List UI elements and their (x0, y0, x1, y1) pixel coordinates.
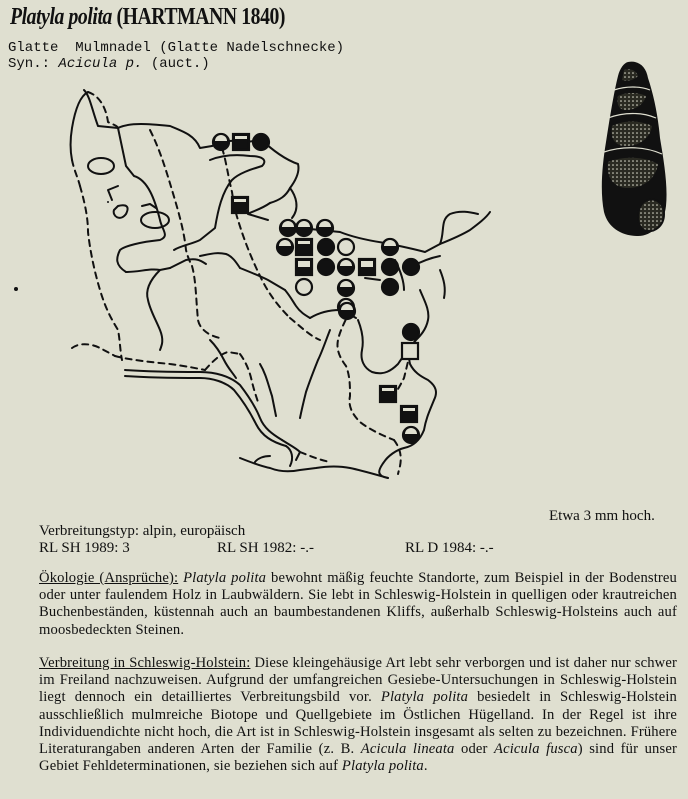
common-name: Glatte Mulmnadel (Glatte Nadelschnecke) (8, 40, 345, 56)
alt-species-2: Acicula fusca (494, 741, 578, 758)
map-marker-filled-square (380, 386, 396, 402)
map-marker-filled-square (296, 239, 312, 255)
map-markers (213, 134, 419, 443)
alt-species-1: Acicula lineata (360, 741, 455, 758)
ecology-paragraph (39, 570, 677, 639)
distribution-species-end: Platyla polita (341, 758, 424, 775)
map-marker-half-circle (317, 220, 333, 236)
map-marker-half-circle (338, 280, 354, 296)
shell-illustration (588, 56, 678, 241)
map-marker-filled-circle (382, 259, 398, 275)
red-list-sh-1989: RL SH 1989: 3 (39, 540, 130, 556)
distribution-species: Platyla polita (380, 689, 469, 706)
map-marker-open-circle (296, 279, 312, 295)
red-list-sh-1982: RL SH 1982: -.- (217, 540, 314, 556)
red-list-row (39, 540, 679, 558)
map-marker-half-square (359, 259, 375, 275)
map-marker-half-circle (403, 427, 419, 443)
synonym-note: (auct.) (150, 56, 210, 72)
map-marker-half-circle (382, 239, 398, 255)
map-marker-open-square (402, 343, 418, 359)
species-title (10, 4, 285, 31)
map-marker-filled-circle (253, 134, 269, 150)
map-marker-half-circle (280, 220, 296, 236)
ecology-species: Platyla polita (183, 570, 267, 586)
map-marker-filled-square (401, 406, 417, 422)
distribution-map (0, 78, 500, 498)
distribution-paragraph (39, 655, 677, 775)
distribution-text-4: ) sind für unser Gebiet Fehldeterminationen, sie beziehen sich auf (39, 741, 677, 775)
synonym-name: Acicula p. (58, 56, 143, 72)
map-marker-open-circle (338, 239, 354, 255)
distribution-type: Verbreitungstyp: alpin, europäisch (39, 523, 246, 539)
map-marker-half-circle (277, 239, 293, 255)
map-marker-filled-square (232, 197, 248, 213)
species-author: (HARTMANN 1840) (116, 4, 286, 30)
species-name: Platyla polita (10, 4, 112, 30)
distribution-heading: Verbreitung in Schleswig-Holstein: (39, 655, 251, 671)
map-marker-filled-circle (403, 324, 419, 340)
ecology-text: bewohnt mäßig feuchte Standorte, zum Beispiel in der Bodenstreu oder unter faulendem Holz in Laubwäldern. Sie lebt in Schleswig-Holstein in quelligen oder krautreichen Buchenbeständen, küstennah auch an baumbestandenen Kliffs, außerhalb Schleswig-Holsteins auch auf moosbedeckten Steinen. (39, 570, 678, 638)
map-marker-half-square (296, 259, 312, 275)
red-list-d-1984: RL D 1984: -.- (405, 540, 494, 556)
map-marker-half-circle (339, 303, 355, 319)
distribution-text-3: oder (454, 741, 495, 758)
synonym-line (8, 56, 210, 72)
distribution-text-5: . (423, 758, 428, 775)
map-marker-filled-circle (403, 259, 419, 275)
synonym-label: Syn.: (8, 56, 51, 72)
map-marker-half-circle (338, 259, 354, 275)
map-marker-filled-square (233, 134, 249, 150)
map-marker-half-circle (213, 134, 229, 150)
distribution-text-2: besiedelt in Schleswig-Holstein ausschließlich mulmreiche Biotope und Quellgebiete im Östlichen Hügelland. In der Regel ist ihre Individuendichte nicht hoch, die Art ist in Schleswig-Holstein insgesamt als selten zu bezeichnen. Frühere Literaturangaben anderen Arten der Familie (z. B. (39, 689, 677, 758)
map-marker-filled-circle (382, 279, 398, 295)
ecology-heading: Ökologie (Ansprüche): (39, 570, 179, 586)
map-marker-half-circle (296, 220, 312, 236)
shell-size-caption: Etwa 3 mm hoch. (549, 508, 655, 524)
distribution-text-1: Diese kleingehäusige Art lebt sehr verborgen und ist daher nur schwer im Freiland nachzuweisen. Aufgrund der umfangreichen Gesiebe-Untersuchungen in Schleswig-Holstein liegt dennoch ein detailliertes Verbreitungsbild vor. (39, 655, 677, 706)
map-marker-filled-circle (318, 239, 334, 255)
map-marker-filled-circle (318, 259, 334, 275)
